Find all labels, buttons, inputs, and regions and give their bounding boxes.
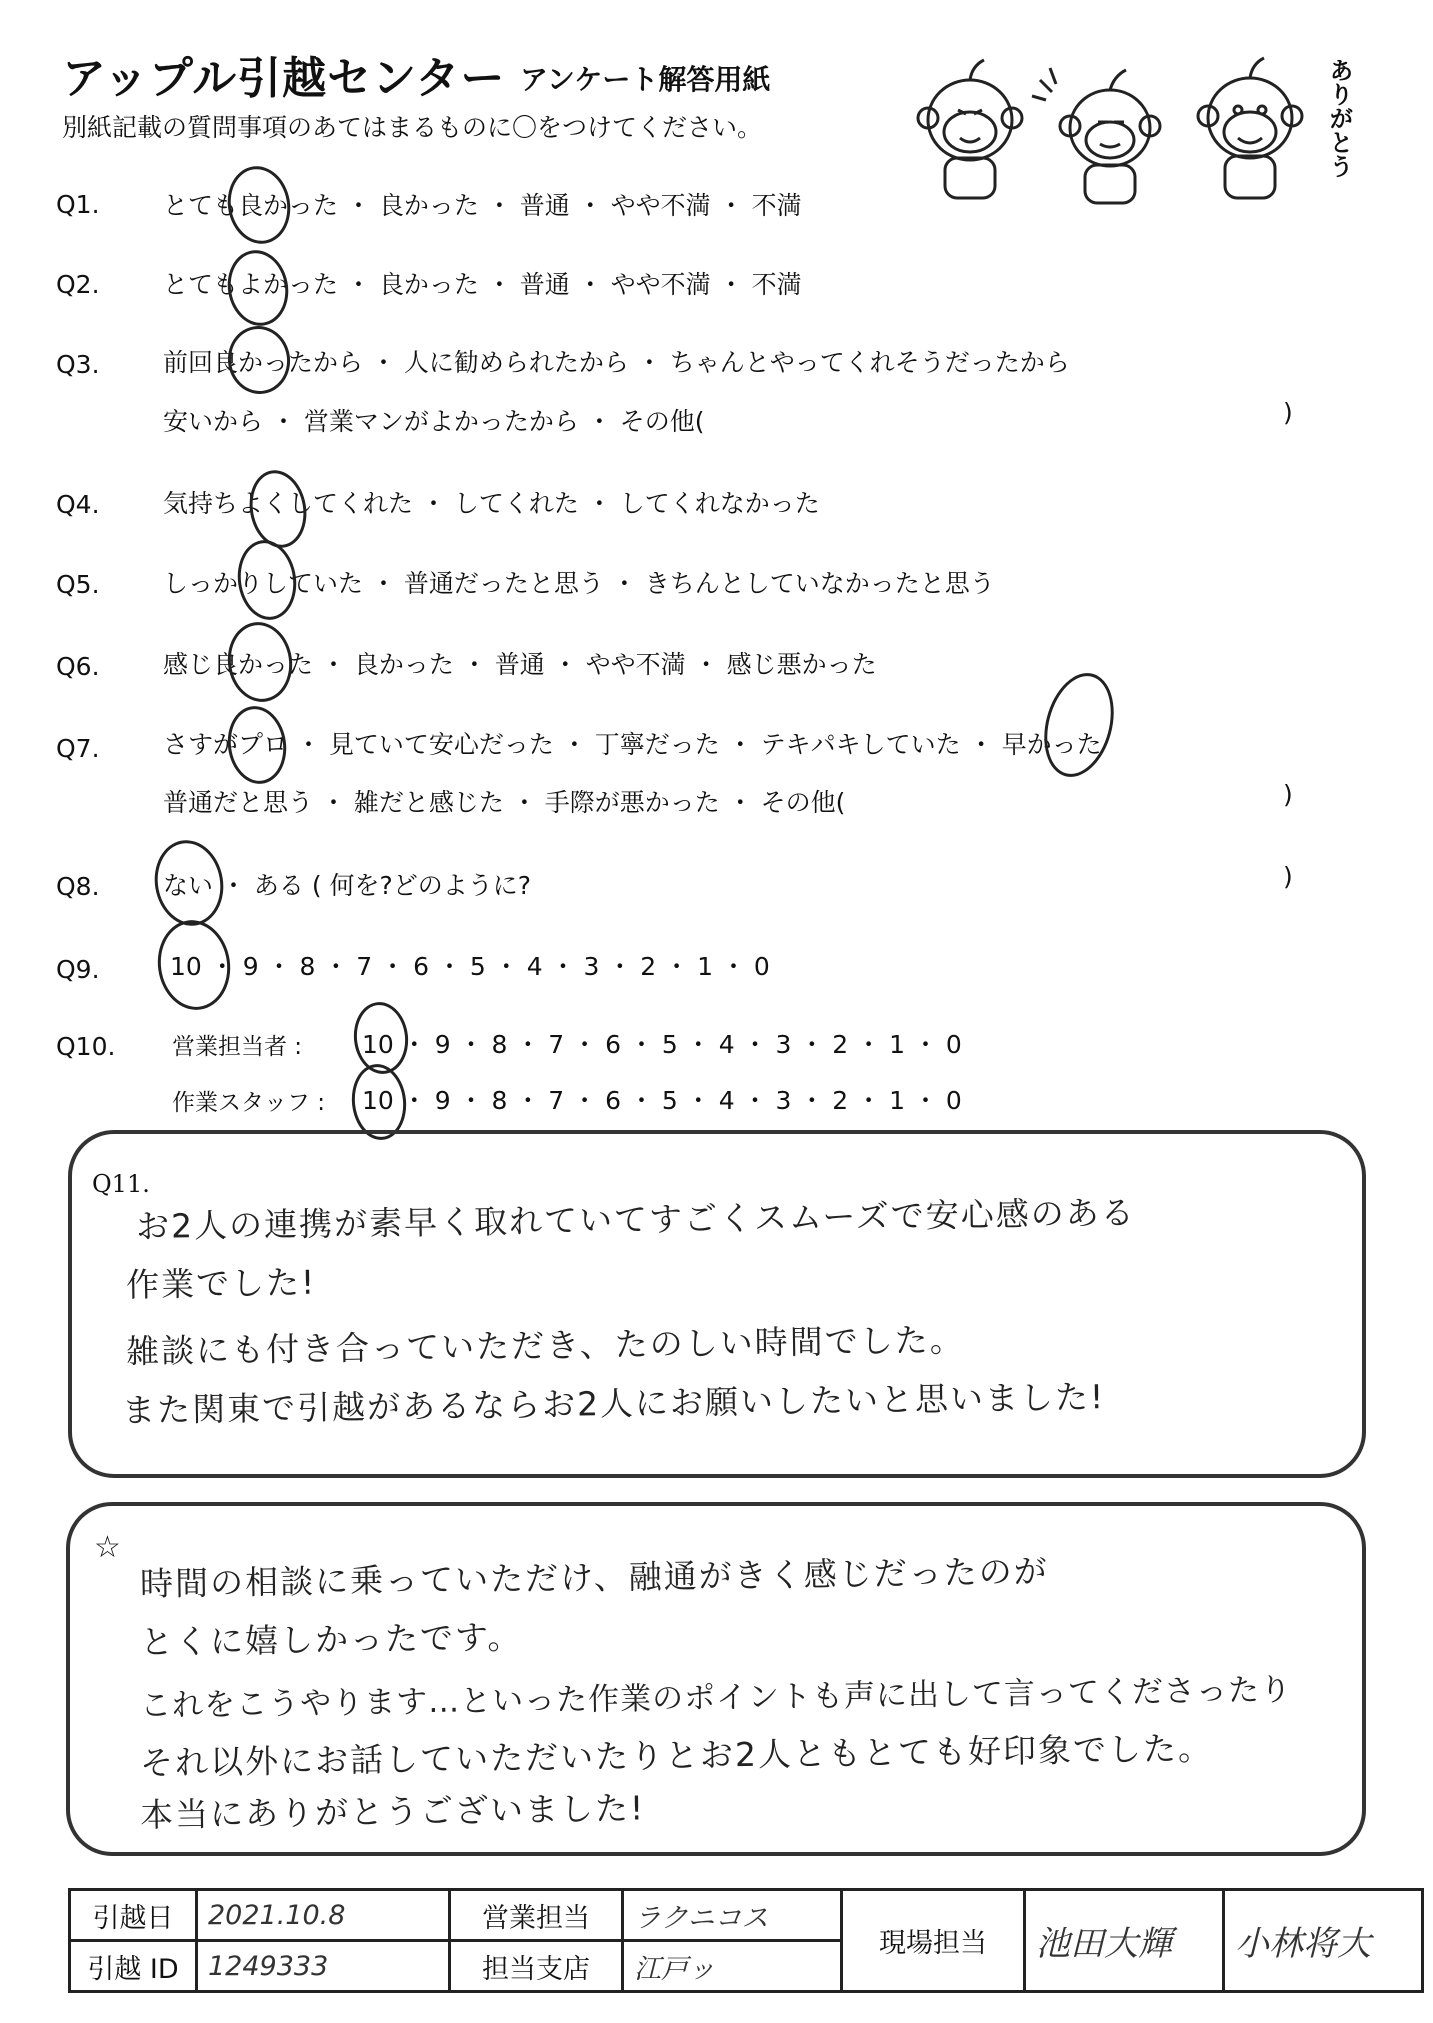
star-comment-line: 本当にありがとうございました! (139, 1788, 646, 1835)
field-staff-2: 小林将大 (1224, 1890, 1423, 1992)
q11-label: Q11. (92, 1170, 150, 1198)
sales-label: 営業担当 (450, 1890, 623, 1941)
answer-circle (222, 245, 294, 330)
q8-close-paren: ) (1283, 862, 1293, 891)
star-label: ☆ (94, 1530, 121, 1565)
q11-comment-line: お2人の連携が素早く取れていてすごくスムーズで安心感のある (135, 1193, 1136, 1246)
thanks-text: ありがとう (1325, 58, 1353, 178)
q10-staff-scale: 10 ・ 9 ・ 8 ・ 7 ・ 6 ・ 5 ・ 4 ・ 3 ・ 2 ・ 1 ・ 0 (362, 1086, 962, 1115)
q7-close-paren: ) (1283, 780, 1293, 809)
q10-sales-scale: 10 ・ 9 ・ 8 ・ 7 ・ 6 ・ 5 ・ 4 ・ 3 ・ 2 ・ 1 ・ 0 (362, 1030, 962, 1059)
q11-comment-line: 雑談にも付き合っていただき、たのしい時間でした。 (125, 1320, 965, 1371)
q1-options: とても良かった ・ 良かった ・ 普通 ・ やや不満 ・ 不満 (163, 191, 802, 220)
q10-staff-label: 作業スタッフ : (172, 1090, 326, 1116)
answer-circle (224, 322, 295, 398)
answer-circle (244, 466, 313, 553)
star-comment-line: とくに嬉しかったです。 (139, 1617, 523, 1662)
answer-circle (222, 161, 297, 249)
star-comment-line: これをこうやります…といった作業のポイントも声に出して言ってくださったり (139, 1671, 1293, 1725)
q2-number: Q2. (56, 270, 100, 299)
move-id-label: 引越 ID (70, 1941, 197, 1992)
q5-options: しっかりしていた ・ 普通だったと思う ・ きちんとしていなかったと思う (163, 569, 995, 598)
q4-options: 気持ちよくしてくれた ・ してくれた ・ してくれなかった (163, 489, 820, 518)
q8-number: Q8. (56, 872, 100, 901)
sales-value: ラクニコス (623, 1890, 842, 1941)
q10-sales-label: 営業担当者 : (172, 1034, 303, 1060)
move-date-label: 引越日 (70, 1890, 197, 1941)
form-subtitle: アンケート解答用紙 (520, 63, 771, 96)
q5-number: Q5. (56, 570, 100, 599)
q8-options: ない ・ ある ( 何を?どのように? (163, 871, 532, 900)
q7-options-line1: さすがプロ ・ 見ていて安心だった ・ 丁寧だった ・ テキパキしていた ・ 早かった (163, 730, 1102, 759)
star-comment-line: 時間の相談に乗っていただけ、融通がきく感じだったのが (139, 1551, 1049, 1604)
q3-options-line1: 前回良かったから ・ 人に勧められたから ・ ちゃんとやってくれそうだったから (163, 348, 1070, 377)
field-staff-1: 池田大輝 (1025, 1890, 1224, 1992)
q2-options: とてもよかった ・ 良かった ・ 普通 ・ やや不満 ・ 不満 (163, 270, 802, 299)
answer-circle (148, 835, 230, 932)
q3-close-paren: ) (1283, 398, 1293, 427)
q7-number: Q7. (56, 734, 100, 763)
branch-label: 担当支店 (450, 1941, 623, 1992)
q3-number: Q3. (56, 350, 100, 379)
instruction-text: 別紙記載の質問事項のあてはまるものに〇をつけてください。 (62, 113, 763, 142)
move-date-value: 2021.10.8 (197, 1890, 450, 1941)
field-label: 現場担当 (842, 1890, 1025, 1992)
branch-value: 江戸ッ (623, 1941, 842, 1992)
monkey-icon (1198, 58, 1302, 198)
answer-circle (1033, 665, 1124, 784)
star-comment-line: それ以外にお話していただいたりとお2人ともとても好印象でした。 (139, 1728, 1214, 1783)
q10-number: Q10. (56, 1032, 116, 1061)
move-id-value: 1249333 (197, 1941, 450, 1992)
info-table (68, 1888, 1424, 1993)
q11-comment-line: また関東で引越があるならお2人にお願いしたいと思いました! (121, 1377, 1106, 1430)
monkey-icon (1032, 68, 1160, 203)
answer-circle (152, 915, 236, 1014)
mascot-illustration (900, 40, 1320, 210)
q9-scale: 10 ・ 9 ・ 8 ・ 7 ・ 6 ・ 5 ・ 4 ・ 3 ・ 2 ・ 1 ・ 0 (170, 952, 770, 981)
q9-number: Q9. (56, 955, 100, 984)
q6-options: 感じ良かった ・ 良かった ・ 普通 ・ やや不満 ・ 感じ悪かった (163, 650, 877, 679)
answer-circle (223, 618, 298, 706)
q1-number: Q1. (56, 190, 100, 219)
monkey-icon (918, 60, 1022, 198)
q4-number: Q4. (56, 490, 100, 519)
q7-options-line2: 普通だと思う ・ 雑だと感じた ・ 手際が悪かった ・ その他( (163, 788, 846, 817)
q3-options-line2: 安いから ・ 営業マンがよかったから ・ その他( (163, 407, 705, 436)
answer-circle (223, 702, 291, 787)
form-title: アップル引越センター (62, 53, 506, 104)
answer-circle (233, 536, 302, 623)
q6-number: Q6. (56, 652, 100, 681)
q11-comment-line: 作業でした! (125, 1262, 317, 1305)
